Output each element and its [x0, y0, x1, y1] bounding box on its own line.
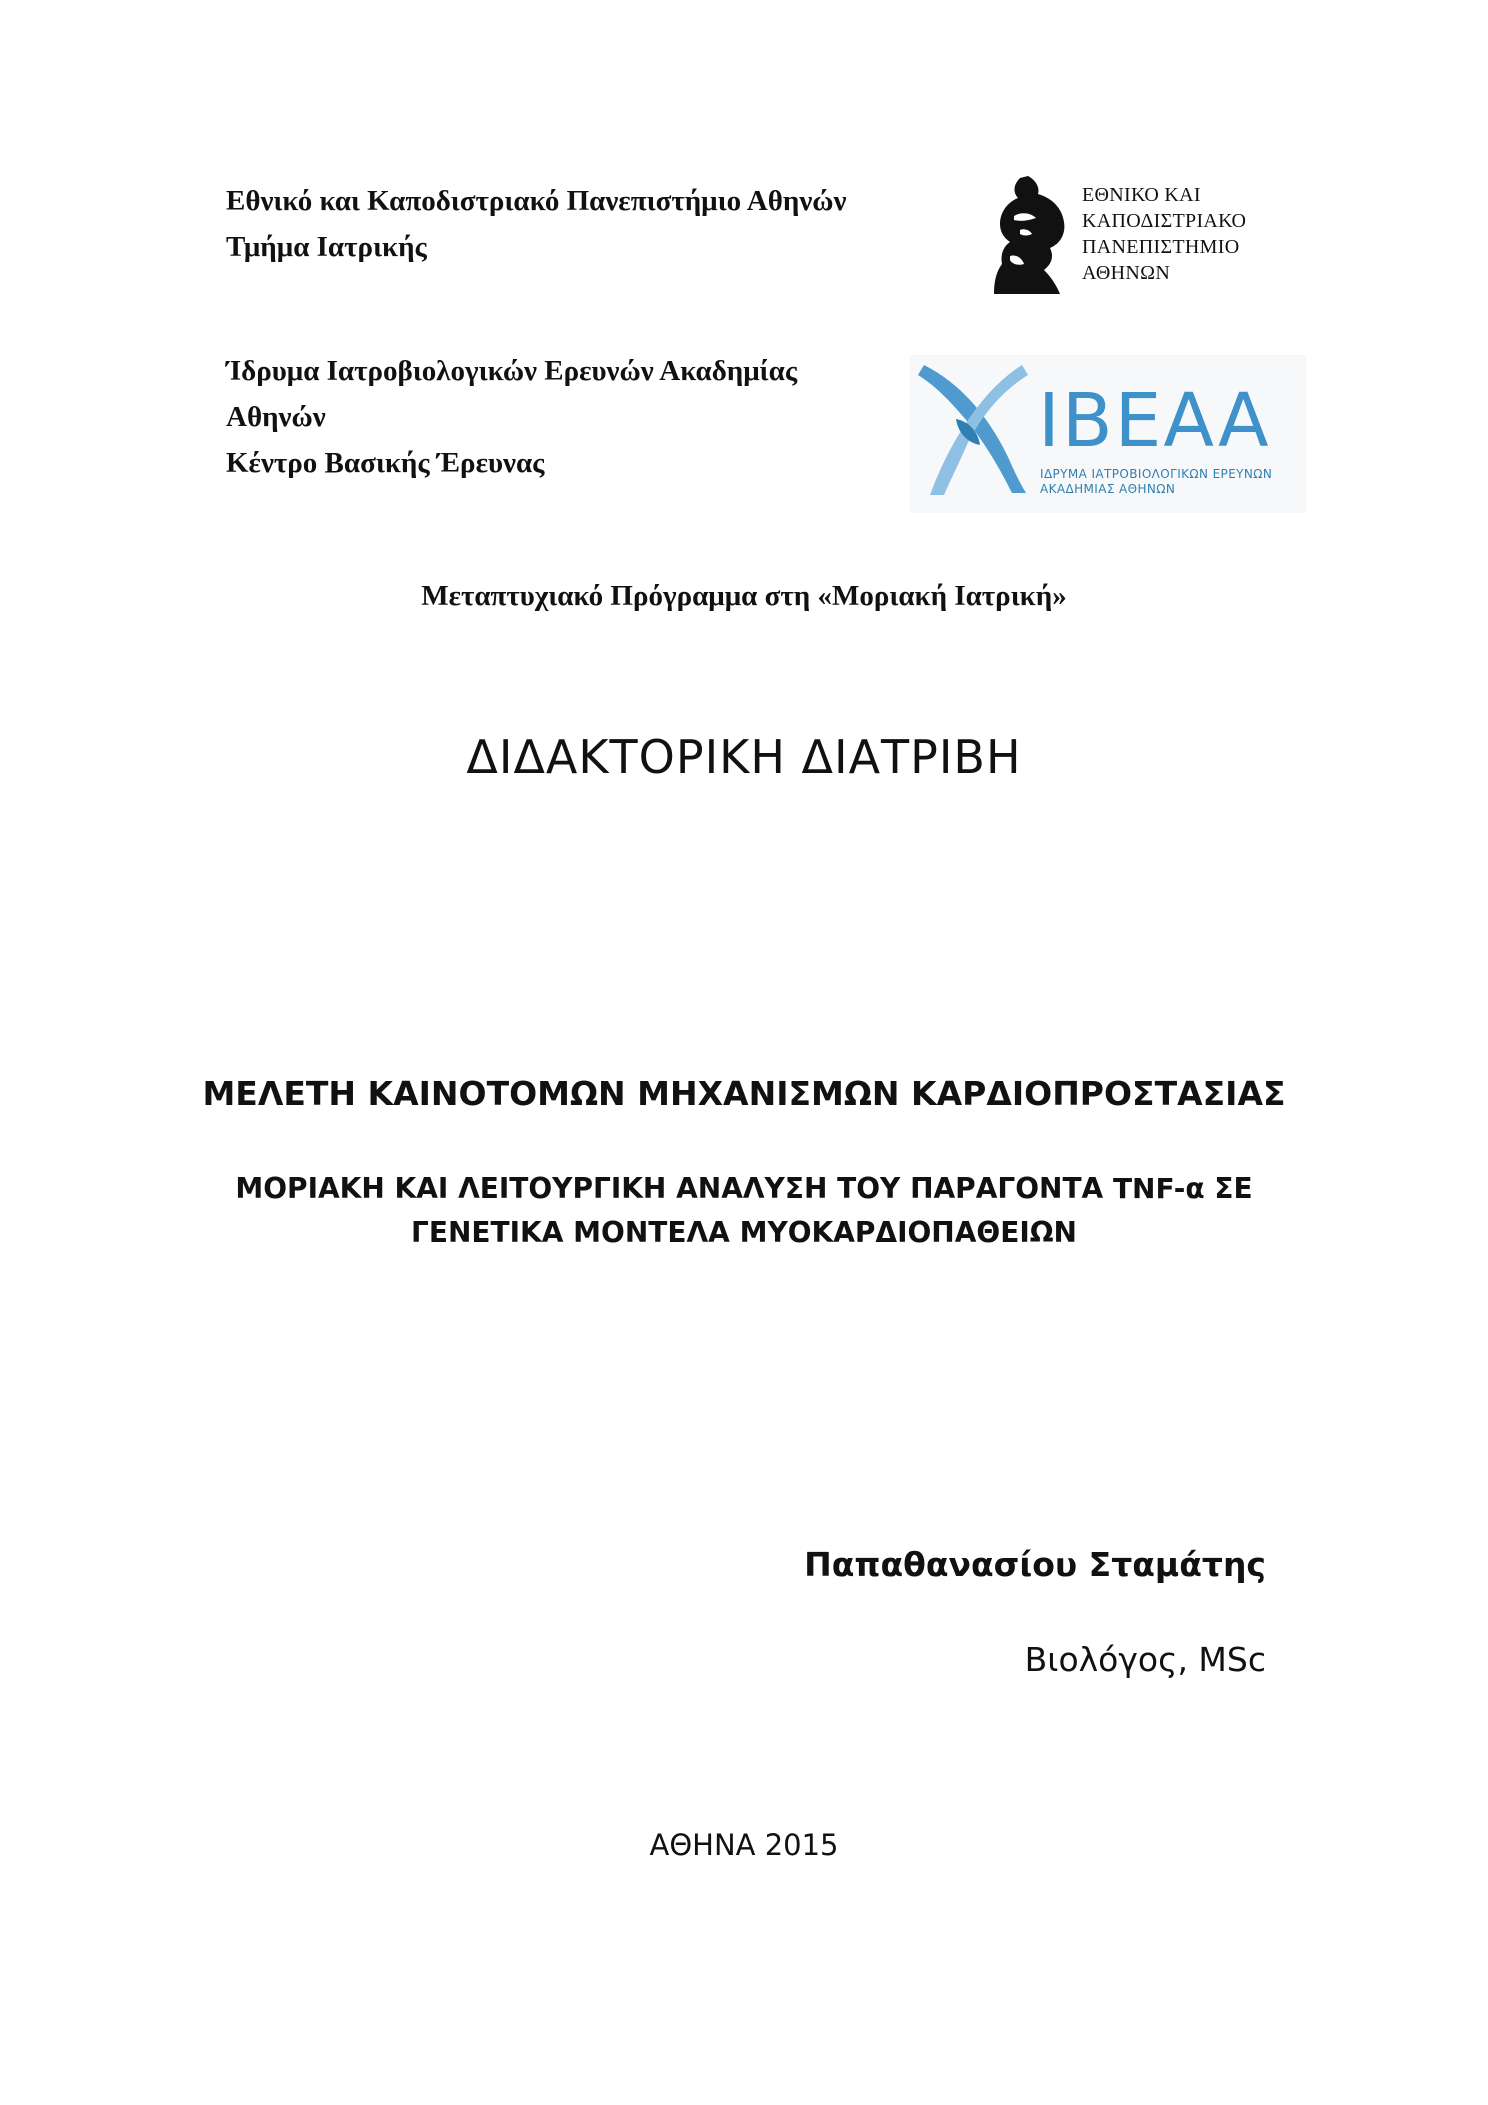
author-role: Βιολόγος, MSc — [1024, 1640, 1266, 1679]
uoa-logo — [990, 172, 1280, 300]
ibeaa-wordmark: IBEAA — [1038, 378, 1271, 464]
thesis-subtitle-line2: ΓΕΝΕΤΙΚΑ ΜΟΝΤΕΛΑ ΜΥΟΚΑΡΔΙΟΠΑΘΕΙΩΝ — [411, 1216, 1077, 1249]
institution-1-name: Εθνικό και Καποδιστριακό Πανεπιστήμιο Αθηνών — [226, 185, 847, 217]
ibeaa-logo — [910, 355, 1306, 513]
athena-head-icon — [990, 172, 1072, 296]
institution-2-center: Κέντρο Βασικής Έρευνας — [226, 447, 545, 479]
institution-1-block — [226, 178, 846, 270]
place-year: ΑΘΗΝΑ 2015 — [649, 1828, 839, 1862]
program-name: Μεταπτυχιακό Πρόγραμμα στη «Μοριακή Ιατρική» — [421, 580, 1067, 612]
institution-2-block — [226, 348, 797, 486]
author-name: Παπαθανασίου Σταμάτης — [804, 1545, 1266, 1584]
document-type: ΔΙΔΑΚΤΟΡΙΚΗ ΔΙΑΤΡΙΒΗ — [466, 730, 1022, 784]
institution-2-name-line2: Αθηνών — [226, 401, 326, 433]
thesis-subtitle-line1: ΜΟΡΙΑΚΗ ΚΑΙ ΛΕΙΤΟΥΡΓΙΚΗ ΑΝΑΛΥΣΗ ΤΟΥ ΠΑΡΑΓΟΝΤΑ TNF-α ΣΕ — [235, 1172, 1253, 1205]
thesis-title: ΜΕΛΕΤΗ ΚΑΙΝΟΤΟΜΩΝ ΜΗΧΑΝΙΣΜΩΝ ΚΑΡΔΙΟΠΡΟΣΤΑΣΙΑΣ — [202, 1074, 1286, 1113]
helix-icon — [916, 361, 1036, 501]
ibeaa-subtitle: ΙΔΡΥΜΑ ΙΑΤΡΟΒΙΟΛΟΓΙΚΩΝ ΕΡΕΥΝΩΝ ΑΚΑΔΗΜΙΑΣ ΑΘΗΝΩΝ — [1040, 467, 1273, 496]
institution-1-department: Τμήμα Ιατρικής — [226, 231, 427, 263]
uoa-logo-wordmark: ΕΘΝΙΚΟ ΚΑΙ ΚΑΠΟΔΙΣΤΡΙΑΚΟ ΠΑΝΕΠΙΣΤΗΜΙΟ ΑΘΗΝΩΝ — [1082, 184, 1247, 284]
institution-2-name-line1: Ίδρυμα Ιατροβιολογικών Ερευνών Ακαδημίας — [226, 355, 798, 387]
